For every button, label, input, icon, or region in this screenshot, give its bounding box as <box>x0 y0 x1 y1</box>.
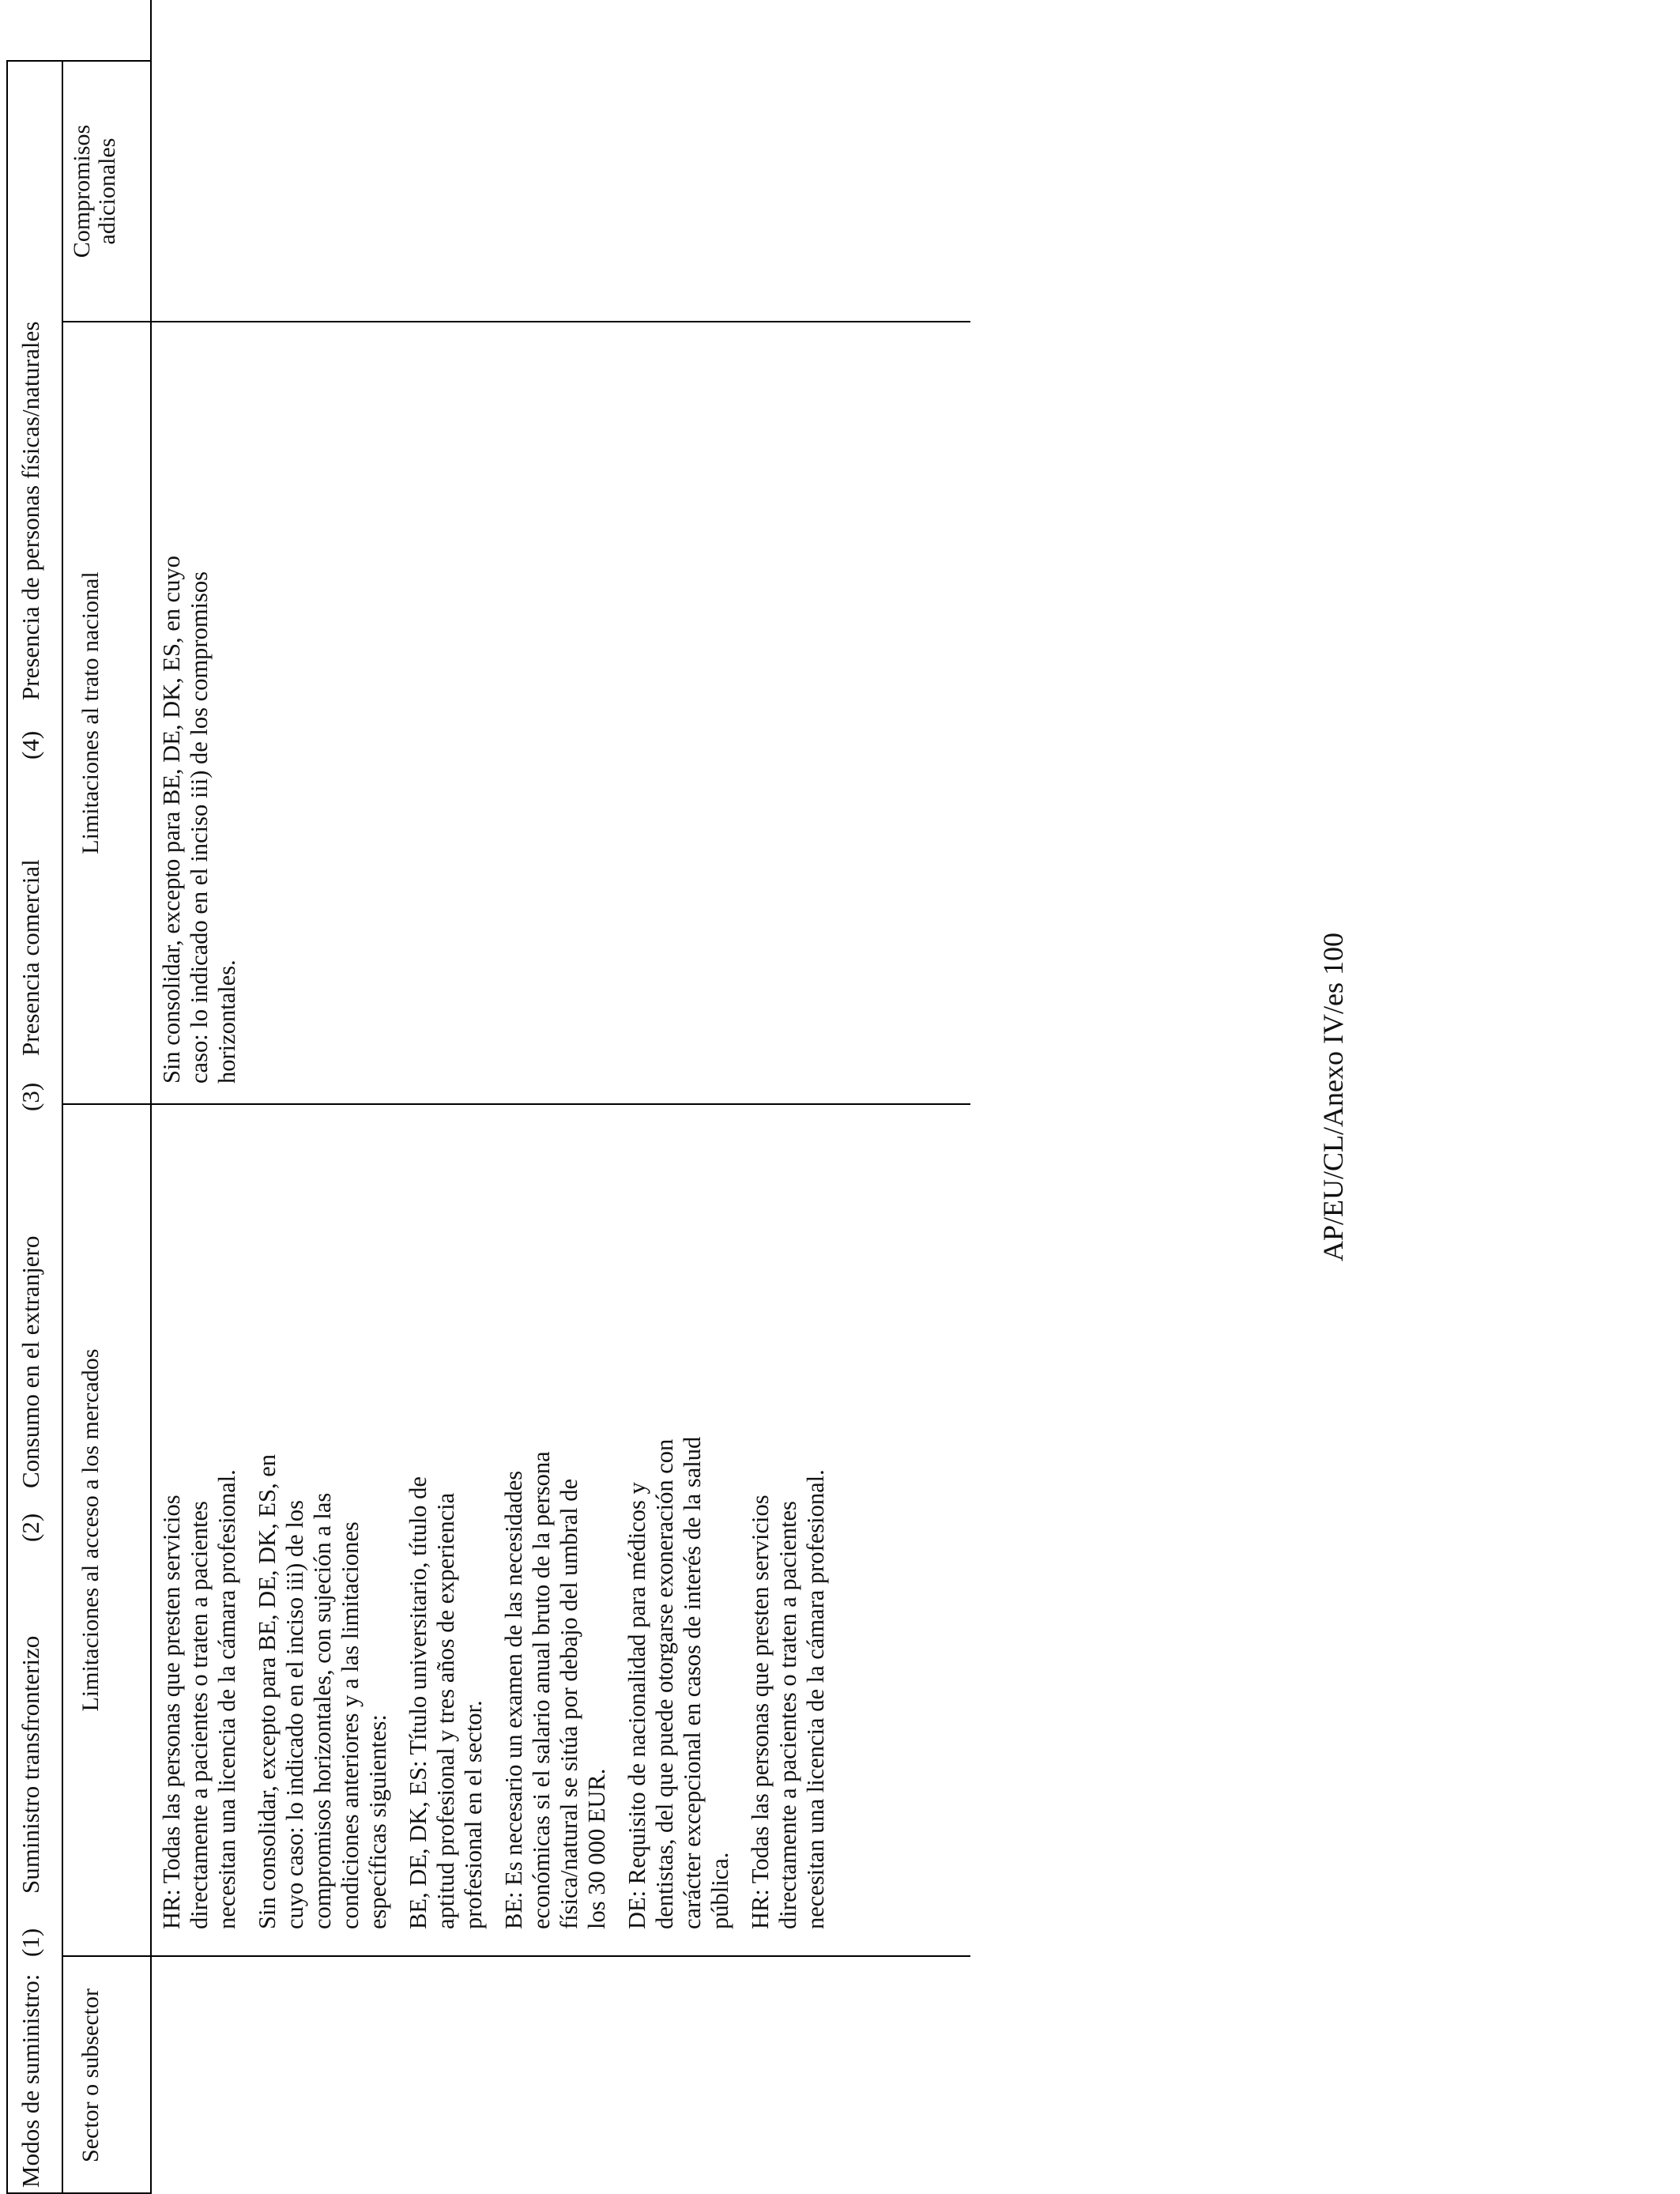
header-sector <box>63 1957 150 2194</box>
market-access-paragraph: DE: Requisito de nacionalidad para médicos y dentistas, del que puede otorgarse exoneración con carácter excepcional en casos de interés de la salud pública. <box>623 1436 733 1929</box>
modes-label: Modos de suministro: <box>17 1973 44 2188</box>
mode2-label: Consumo en el extranjero <box>17 1235 44 1488</box>
modes-of-supply-row <box>8 0 54 2194</box>
mode4-label: Presencia de personas físicas/naturales <box>17 321 44 700</box>
top-border <box>6 62 8 2194</box>
market-access-paragraph: HR: Todas las personas que presten servicios directamente a pacientes o traten a pacientes necesitan una licencia de la cámara profesional. <box>747 1469 829 1929</box>
header-national-treatment-label: Limitaciones al trato nacional <box>77 571 104 854</box>
header-additional-label: Compromisos adicionales <box>69 124 120 258</box>
header-national-treatment <box>63 322 150 1103</box>
mode2-number: (2) <box>17 1513 44 1542</box>
page-footer: AP/EU/CL/Anexo IV/es 100 <box>1317 933 1349 1261</box>
column-divider-1 <box>63 1955 970 1957</box>
market-access-paragraph: HR: Todas las personas que presten servicios directamente a pacientes o traten a pacientes necesitan una licencia de la cámara profesional. <box>158 1469 240 1929</box>
market-access-paragraph: BE: Es necesario un examen de las necesidades económicas si el salario anual bruto de la persona física/natural se sitúa por debajo del umbral de los 30 000 EUR. <box>500 1451 610 1929</box>
column-divider-3 <box>63 321 970 322</box>
header-bottom-rule <box>150 0 152 2194</box>
mode3-number: (3) <box>17 1082 44 1111</box>
national-treatment-content <box>158 333 254 1084</box>
market-access-content <box>158 1115 842 1929</box>
market-access-paragraph: Sin consolidar, excepto para BE, DE, DK, ES, en cuyo caso: lo indicado en el inciso iii) de los compromisos horizontales, con sujeción a las condiciones anteriores y a las limitaciones específicas siguientes: <box>254 1453 391 1929</box>
mode1-number: (1) <box>17 1928 44 1957</box>
header-market-access <box>63 1105 150 1955</box>
mode3-label: Presencia comercial <box>17 859 44 1056</box>
header-additional-commitments <box>63 62 150 321</box>
header-market-access-label: Limitaciones al acceso a los mercados <box>77 1348 104 1712</box>
mode1-label: Suministro transfronterizo <box>17 1635 44 1894</box>
column-divider-2 <box>63 1103 970 1105</box>
market-access-paragraph: BE, DE, DK, ES: Título universitario, título de aptitud profesional y tres años de experiencia profesional en el sector. <box>405 1476 487 1929</box>
national-treatment-paragraph: Sin consolidar, excepto para BE, DE, DK, ES, en cuyo caso: lo indicado en el inciso iii) de los compromisos horizontales. <box>158 556 240 1084</box>
header-sector-label: Sector o subsector <box>77 1989 104 2162</box>
mode4-number: (4) <box>17 730 44 760</box>
